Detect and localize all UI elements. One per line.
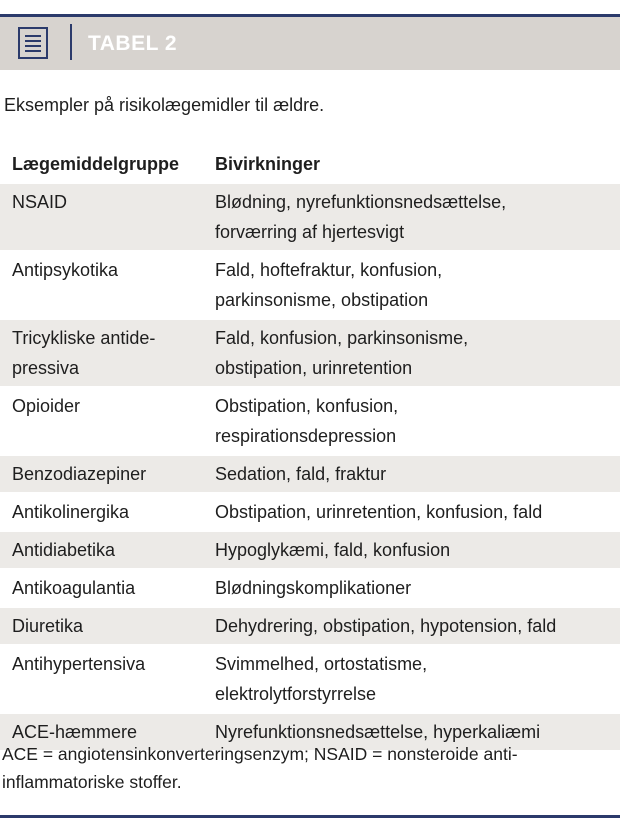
table-row bbox=[0, 645, 620, 713]
footnote-line: inflammatoriske stoffer. bbox=[2, 772, 182, 792]
drug-group-cell bbox=[0, 531, 215, 569]
drug-group-text: Antidiabetika bbox=[12, 540, 116, 560]
table-row bbox=[0, 251, 620, 319]
drug-group-cell bbox=[0, 645, 215, 713]
table-row bbox=[0, 455, 620, 493]
table-row bbox=[0, 569, 620, 607]
side-effects-text: parkinsonisme, obstipation bbox=[215, 290, 429, 310]
side-effects-cell bbox=[215, 645, 620, 713]
table-header-band bbox=[0, 17, 620, 70]
side-effects-cell bbox=[215, 251, 620, 319]
side-effects-text: Blødningskomplikationer bbox=[215, 578, 412, 598]
side-effects-text: obstipation, urinretention bbox=[215, 358, 413, 378]
side-effects-text: Sedation, fald, fraktur bbox=[215, 464, 387, 484]
side-effects-cell bbox=[215, 387, 620, 455]
side-effects-text: Fald, konfusion, parkinsonisme, bbox=[215, 328, 469, 348]
drug-group-text: Antipsykotika bbox=[12, 260, 119, 280]
bottom-rule bbox=[0, 815, 620, 818]
drug-group-cell bbox=[0, 319, 215, 387]
drug-group-cell bbox=[0, 493, 215, 531]
column-header-group: Lægemiddelgruppe bbox=[12, 154, 180, 174]
side-effects-text: Nyrefunktionsnedsættelse, hyperkaliæmi bbox=[215, 722, 541, 742]
side-effects-cell bbox=[215, 184, 620, 251]
side-effects-cell bbox=[215, 607, 620, 645]
drug-group-text: Antikolinergika bbox=[12, 502, 130, 522]
drug-group-text: ACE-hæmmere bbox=[12, 722, 138, 742]
side-effects-text: Obstipation, konfusion, bbox=[215, 396, 399, 416]
side-effects-text: respirationsdepression bbox=[215, 426, 397, 446]
side-effects-text: elektrolytforstyrrelse bbox=[215, 684, 377, 704]
drug-group-text: Opioider bbox=[12, 396, 81, 416]
side-effects-text: Obstipation, urinretention, konfusion, fald bbox=[215, 502, 543, 522]
side-effects-text: Blødning, nyrefunktionsnedsættelse, bbox=[215, 192, 507, 212]
table-row bbox=[0, 319, 620, 387]
table-row bbox=[0, 493, 620, 531]
drug-group-cell bbox=[0, 607, 215, 645]
drug-group-cell bbox=[0, 184, 215, 251]
column-header-effects: Bivirkninger bbox=[215, 154, 321, 174]
drug-group-text: pressiva bbox=[12, 358, 80, 378]
drug-group-text: Benzodiazepiner bbox=[12, 464, 147, 484]
drug-group-text: Antihypertensiva bbox=[12, 654, 146, 674]
side-effects-cell bbox=[215, 455, 620, 493]
side-effects-text: Svimmelhed, ortostatisme, bbox=[215, 654, 428, 674]
drug-group-cell bbox=[0, 455, 215, 493]
table-title: TABEL 2 bbox=[88, 32, 178, 55]
header-divider bbox=[70, 24, 72, 60]
side-effects-cell bbox=[215, 493, 620, 531]
drug-risk-table bbox=[0, 149, 620, 752]
table-row bbox=[0, 387, 620, 455]
side-effects-text: forværring af hjertesvigt bbox=[215, 222, 405, 242]
table-row bbox=[0, 607, 620, 645]
document-list-icon bbox=[18, 27, 48, 59]
footnote-line: ACE = angiotensinkonverteringsenzym; NSAID = nonsteroide anti- bbox=[2, 744, 518, 764]
table-footnote bbox=[2, 740, 612, 796]
drug-group-text: Antikoagulantia bbox=[12, 578, 136, 598]
table-caption: Eksempler på risikolægemidler til ældre. bbox=[4, 95, 325, 115]
drug-group-text: NSAID bbox=[12, 192, 68, 212]
side-effects-cell bbox=[215, 531, 620, 569]
side-effects-text: Fald, hoftefraktur, konfusion, bbox=[215, 260, 443, 280]
drug-group-cell bbox=[0, 387, 215, 455]
table-row bbox=[0, 184, 620, 251]
drug-group-cell bbox=[0, 569, 215, 607]
side-effects-cell bbox=[215, 569, 620, 607]
side-effects-text: Hypoglykæmi, fald, konfusion bbox=[215, 540, 451, 560]
side-effects-cell bbox=[215, 319, 620, 387]
table-row bbox=[0, 531, 620, 569]
side-effects-text: Dehydrering, obstipation, hypotension, fald bbox=[215, 616, 557, 636]
drug-group-text: Tricykliske antide- bbox=[12, 328, 156, 348]
drug-group-cell bbox=[0, 251, 215, 319]
drug-group-text: Diuretika bbox=[12, 616, 84, 636]
